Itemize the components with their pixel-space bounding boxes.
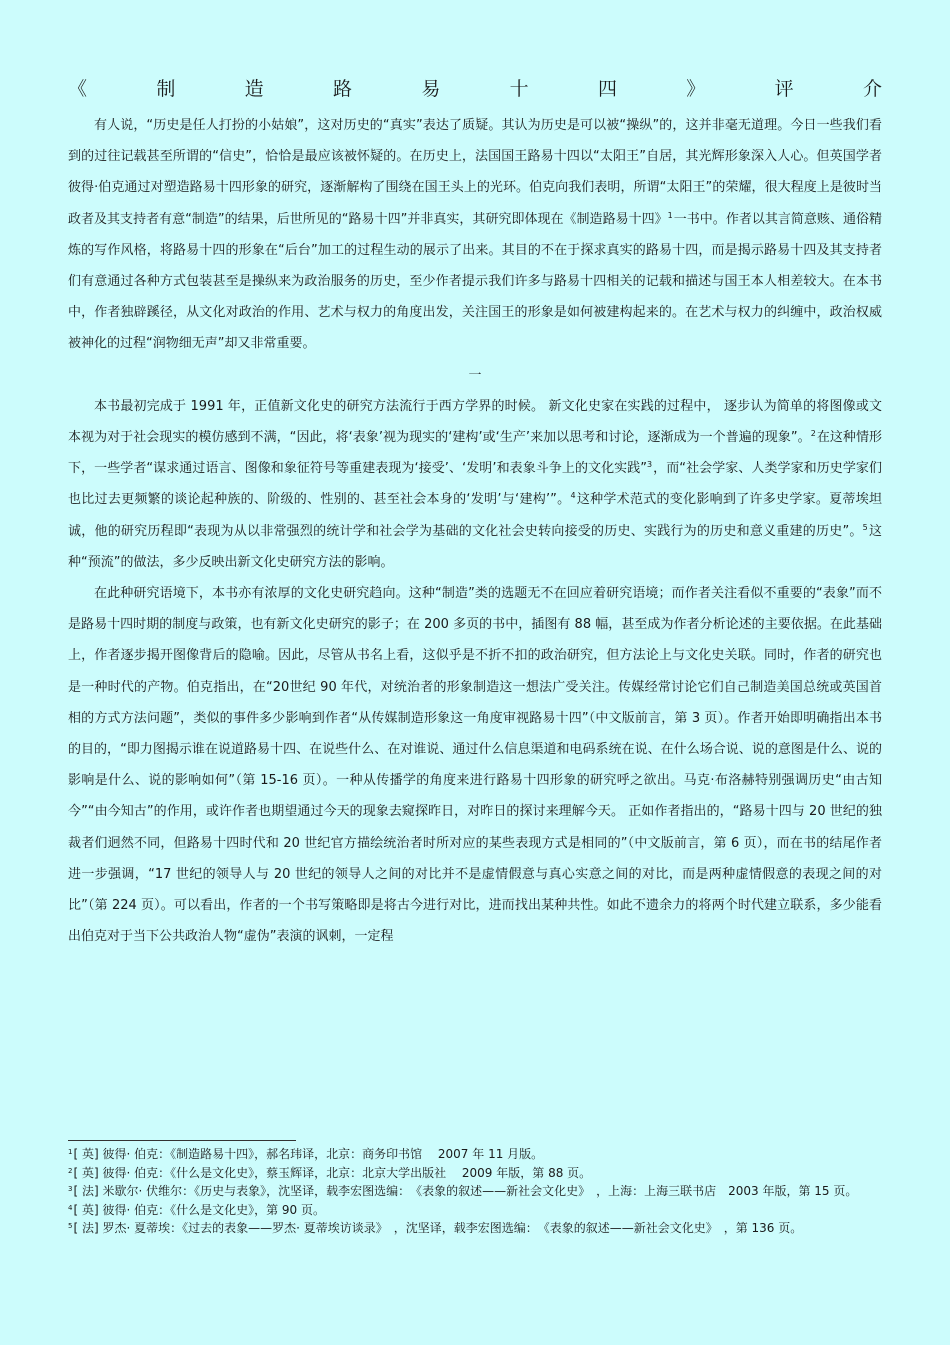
paragraph-intro [68,110,882,360]
document-title [68,76,882,102]
footnote-number: 5 [68,1222,73,1231]
document-body [68,110,882,952]
footnote-item [68,1164,882,1183]
title-char: 造 [244,78,264,100]
paragraph-text: 本书最初完成于 1991 年，正值新文化史的研究方法流行于西方学界的时候。 新文化史家在实践的过程中， 逐步认为简单的将图像或文本视为对于社会现实的模仿感到不满，“因此，将‘表象’视为现实的‘建构’或‘生产’来加以思考和讨论，逐渐成为一个普遍的现象”。 [68,398,882,446]
title-char: 评 [774,78,794,100]
paragraph-text: 这种学术范式的变化影响到了许多史学家。夏蒂埃坦诚，他的研究历程即“表现为从以非常强烈的统计学和社会学为基础的文化社会史转向接受的历史、实践行为的历史和意义重建的历史”。 [68,492,882,539]
paragraph-text: 有人说，“历史是任人打扮的小姑娘”，这对历史的“真实”表达了质疑。其认为历史是可以被“操纵”的，这并非毫无道理。今日一些我们看到的过往记载甚至所谓的“信史”，恰恰是最应该被怀疑的。在历史上，法国国王路易十四以“太阳王”自居，其光辉形象深入人心。但英国学者彼得·伯克通过对塑造路易十四形象的研究，逐渐解构了围绕在国王头上的光环。伯克向我们表明，所谓“太阳王”的荣耀，很大程度上是彼时当政者及其支持者有意“制造”的结果，后世所见的“路易十四”并非真实，其研究即体现在《制造路易十四》 [68,118,882,227]
paragraph-context [68,391,882,578]
title-char: 路 [332,78,352,100]
paragraph-text: ，而“社会学家、人类学家和历史学家们也比过去更频繁的谈论起种族的、阶级的、性别的、甚至社会本身的‘发明’与‘建构’”。 [68,461,882,508]
title-char: 》 [686,78,706,100]
footnote-text: [ 法] 罗杰· 夏蒂埃：《过去的表象——罗杰· 夏蒂埃访谈录》 ，沈坚译，载李宏图选编： 《表象的叙述——新社会文化史》 ，第 136 页。 [73,1221,803,1236]
footnote-divider [68,1140,296,1141]
title-char: 易 [421,78,441,100]
footnote-text: [ 英] 彼得· 伯克：《什么是文化史》，蔡玉辉译，北京：北京大学出版社 2009 年版，第 88 页。 [73,1165,592,1180]
paragraph-text: 一书中。作者以其言简意赅、通俗精炼的写作风格，将路易十四的形象在“后台”加工的过程生动的展示了出来。其目的不在于探求真实的路易十四，而是揭示路易十四及其支持者们有意通过各种方式包装甚至是操纵来为政治服务的历史，至少作者提示我们许多与路易十四相关的记载和描述与国王本人相差较大。在本书中，作者独辟蹊径，从文化对政治的作用、艺术与权力的角度出发，关注国王的形象是如何被建构起来的。在艺术与权力的纠缠中，政治权威被神化的过程“润物细无声”却又非常重要。 [68,211,882,352]
section-number: 一 [468,367,482,383]
footnote-ref[interactable]: 4 [570,491,576,501]
paragraph-text: 在此种研究语境下，本书亦有浓厚的文化史研究趋向。这种“制造”类的选题无不在回应着研究语境；而作者关注看似不重要的“表象”而不是路易十四时期的制度与政策，也有新文化史研究的影子；在 200 多页的书中，插图有 88 幅，甚至成为作者分析论述的主要依据。在此基础上，作者逐步揭开图像背后的隐喻。因此，尽管从书名上看，这似乎是不折不扣的政治研究，但方法论上与文化史关联。同时，作者的研究也是一种时代的产物。伯克指出，在“20世纪 90 年代，对统治者的形象制造这一想法广受关注。传媒经常讨论它们自己制造美国总统或英国首相的方式方法问题”，类似的事件多少影响到作者“从传媒制造形象这一角度审视路易十四”（中文版前言，第 3 页）。作者开始即明确指出本书的目的，“即力图揭示谁在说道路易十四、在说些什么、在对谁说、通过什么信息渠道和电码系统在说、在什么场合说、说的意图是什么、说的影响是什么、说的影响如何”（第 15-16 页）。一种从传播学的角度来进行路易十四形象的研究呼之欲出。马克·布洛赫特别强调历史“由古知今”“由今知古”的作用，或许作者也期望通过今天的现象去窥探昨日，对昨日的探讨来理解今天。 正如作者指出的，“路易十四与 20 世纪的独裁者们迥然不同，但路易十四时代和 20 世纪官方描绘统治者时所对应的某些表现方式是相同的”（中文版前言，第 6 页），而在书的结尾作者进一步强调，“17 世纪的领导人与 20 世纪的领导人之间的对比并不是虚情假意与真心实意之间的对比，而是两种虚情假意的表现之间的对比”（第 224 页）。可以看出，作者的一个书写策略即是将古今进行对比，进而找出某种共性。如此不遗余力的将两个时代建立联系，多少能看出伯克对于当下公共政治人物“虚伪”表演的讽刺，一定程 [68,586,882,945]
footnote-ref[interactable]: 2 [810,429,816,439]
footnote-text: [ 英] 彼得· 伯克：《什么是文化史》，第 90 页。 [73,1202,325,1217]
title-char: 介 [862,78,882,100]
footnotes [68,1145,882,1238]
footnote-item [68,1182,882,1201]
footnote-item [68,1201,882,1220]
paragraph-text: 这种“预流”的做法，多少反映出新文化史研究方法的影响。 [68,523,882,570]
title-char: 十 [509,78,529,100]
footnote-number: 4 [68,1203,73,1212]
footnote-item [68,1219,882,1238]
footnote-ref[interactable]: 1 [667,210,673,220]
footnote-number: 1 [68,1148,73,1156]
footnote-text: [ 英] 彼得· 伯克：《制造路易十四》，郝名玮译，北京：商务印书馆 2007 年 11 月版。 [73,1147,544,1161]
footnote-text: [ 法] 米歇尔· 伏维尔：《历史与表象》，沈坚译，载李宏图选编： 《表象的叙述——新社会文化史》 ，上海：上海三联书店 2003 年版，第 15 页。 [73,1184,858,1199]
title-char: 《 [68,78,88,100]
footnote-ref[interactable]: 3 [647,460,653,470]
footnote-item [68,1145,882,1164]
footnote-number: 2 [68,1166,73,1175]
title-char: 四 [597,78,617,100]
paragraph-analysis [68,578,882,952]
paragraph-text: 在这种情形下，一些学者“谋求通过语言、图像和象征符号等重建表现为‘接受’、‘发明’和表象斗争上的文化实践” [68,430,882,477]
footnote-ref[interactable]: 5 [862,522,868,532]
title-char: 制 [156,78,176,100]
footnote-number: 3 [68,1185,73,1194]
